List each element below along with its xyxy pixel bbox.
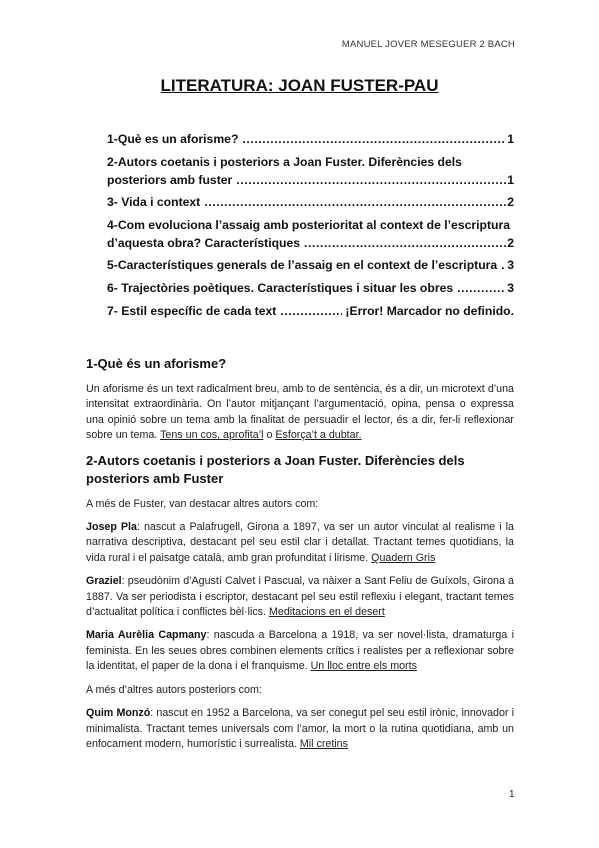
toc-entry[interactable] [107, 193, 514, 211]
toc-entry[interactable] [107, 256, 514, 274]
section-heading: 2-Autors coetanis i posteriors a Joan Fuster. Diferències dels posteriors amb Fuster [86, 452, 465, 486]
author-paragraph [86, 706, 514, 752]
toc-entry[interactable] [107, 153, 514, 189]
author-paragraph [86, 628, 514, 674]
toc-entry-label: 2-Autors coetanis i posteriors a Joan Fuster. Diferències dels [107, 154, 462, 169]
toc-entry-label: 1-Què es un aforisme? ..... [107, 130, 506, 148]
paragraph: A més de Fuster, van destacar altres autors com: [86, 497, 319, 510]
toc-entry[interactable] [107, 302, 514, 320]
toc-entry-label: 6- Trajectòries poètiques. Característiques i situar les obres ..... [107, 279, 506, 297]
toc-entry-error: ¡Error! Marcador no definido. [345, 303, 514, 318]
work-link[interactable]: Mil cretins [299, 737, 348, 750]
toc-entry-page: 1 [507, 132, 514, 146]
toc-entry-label: 4-Com evoluciona l’assaig amb posterioritat al context de l’escriptura [107, 217, 510, 232]
toc-entry-page: 3 [507, 280, 514, 295]
work-link[interactable]: Quadern Gris [371, 551, 436, 564]
toc-entry-page: 2 [507, 195, 514, 210]
toc-entry-label: 3- Vida i context ..... [107, 193, 506, 211]
toc-entry-label-continued: d’aquesta obra? Característiques ..... [107, 234, 506, 252]
work-link[interactable]: Meditacions en el desert [268, 606, 385, 619]
toc-entry[interactable] [107, 216, 514, 252]
author-name: Maria Aurèlia Capmany [86, 629, 207, 642]
paragraph [86, 382, 514, 444]
toc-entry-label: 7- Estil específic de cada text ..... [107, 302, 342, 320]
author-name: Graziel [86, 575, 122, 588]
author-name: Quim Monzó [86, 707, 151, 720]
section-heading: 1-Què és un aforisme? [86, 356, 227, 371]
paragraph: A més d’altres autors posteriors com: [86, 683, 262, 696]
table-of-contents [107, 130, 514, 324]
author-paragraph [86, 520, 514, 566]
author-paragraph [86, 574, 514, 620]
toc-entry-page: 2 [507, 235, 514, 250]
paragraph-text: : nascut a Palafrugell, Girona a 1897, va ser un autor vinculat al realisme i la narrativa descriptiva, destacant pel seu estil clar i detallat. Tractant temes quotidians, la vida rural i el paisatge català, amb gran profunditat i lirisme. [86, 521, 514, 564]
toc-entry-label: 5-Característiques generals de l’assaig en el context de l’escriptura ..... [107, 256, 506, 274]
work-link[interactable]: Esforça’t a dubtar. [275, 429, 362, 442]
toc-entry-label-continued: posteriors amb fuster ..... [107, 171, 506, 189]
paragraph-text: : nascut en 1952 a Barcelona, va ser conegut pel seu estil irònic, innovador i minimalista. Tractant temes universals com l’amor, la mort o la rutina quotidiana, amb un enfocament modern, humorístic i surrealista. [86, 707, 514, 750]
paragraph-text: : nascuda a Barcelona a 1918, va ser novel·lista, dramaturga i feminista. En les seues obres combinen elements crítics i realistes per a reflexionar sobre la identitat, el paper de la dona i el franquisme. [86, 629, 514, 673]
author-name: Josep Pla [86, 521, 137, 534]
paragraph-text: : pseudònim d’Agustí Calvet i Pascual, va nàixer a Sant Feliu de Guíxols, Girona a 1887. Va ser periodista i escriptor, destacant pel seu estil reflexiu i elegant, tractant temes d’actualitat política i conflictes bèl·lics. [86, 575, 514, 619]
document-body [86, 355, 514, 760]
page-number: 1 [509, 789, 515, 800]
paragraph-text: Un aforisme és un text radicalment breu, amb to de sentència, és a dir, un microtext d’una intensitat extraordinària. On l’autor mitjançant l’argumentació, opina, pensa o expressa una opinió sobre un tema amb la finalitat de persuadir el lector, és a dir, fer-li reflexionar sobre un tema. [86, 383, 514, 442]
work-link[interactable]: Tens un cos, aprofita’l [160, 429, 264, 442]
running-header: MANUEL JOVER MESEGUER 2 BACH [341, 39, 515, 50]
toc-entry[interactable] [107, 279, 514, 297]
toc-entry-page: 1 [507, 172, 514, 187]
work-link[interactable]: Un lloc entre els morts [310, 660, 417, 673]
connector-text: o [266, 429, 273, 442]
document-title: LITERATURA: JOAN FUSTER-PAU [160, 76, 439, 95]
toc-entry-page: 3 [507, 258, 514, 273]
toc-entry[interactable] [107, 130, 514, 148]
